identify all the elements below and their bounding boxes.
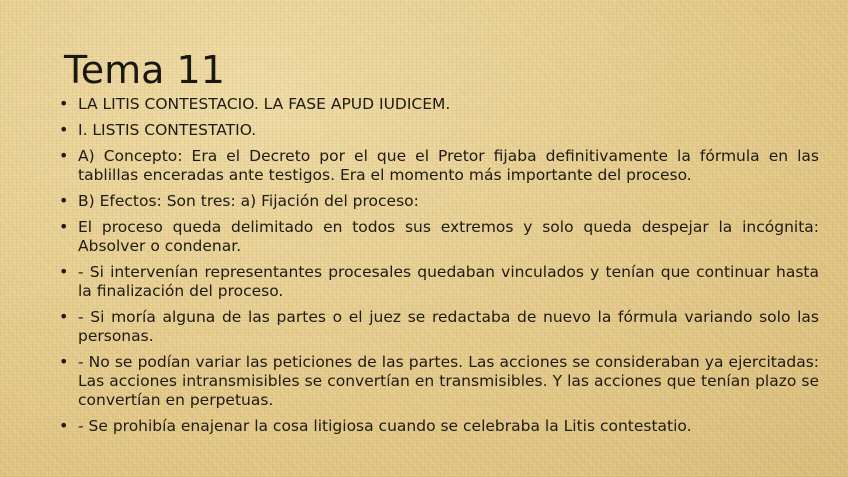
slide-title: Tema 11 <box>64 48 225 92</box>
bullet-item: • LA LITIS CONTESTACIO. LA FASE APUD IUDICEM. <box>59 95 819 114</box>
bullet-item: • - Si intervenían representantes procesales quedaban vinculados y tenían que continuar hasta la finalización del proceso. <box>59 263 819 301</box>
bullet-item: • - Si moría alguna de las partes o el juez se redactaba de nuevo la fórmula variando solo las personas. <box>59 308 819 346</box>
bullet-item: • A) Concepto: Era el Decreto por el que el Pretor fijaba definitivamente la fórmula en las tablillas enceradas ante testigos. Era el momento más importante del proceso. <box>59 147 819 185</box>
bullet-item: • El proceso queda delimitado en todos sus extremos y solo queda despejar la incógnita: Absolver o condenar. <box>59 218 819 256</box>
bullet-item: • B) Efectos: Son tres: a) Fijación del proceso: <box>59 192 819 211</box>
bullet-list <box>59 95 819 442</box>
bullet-item: • I. LISTIS CONTESTATIO. <box>59 121 819 140</box>
bullet-item: • - No se podían variar las peticiones de las partes. Las acciones se consideraban ya ejercitadas: Las acciones intransmisibles se convertían en transmisibles. Y las acciones que tenían plazo se convertían en perpetuas. <box>59 353 819 410</box>
bullet-item: • - Se prohibía enajenar la cosa litigiosa cuando se celebraba la Litis contestatio. <box>59 417 819 436</box>
